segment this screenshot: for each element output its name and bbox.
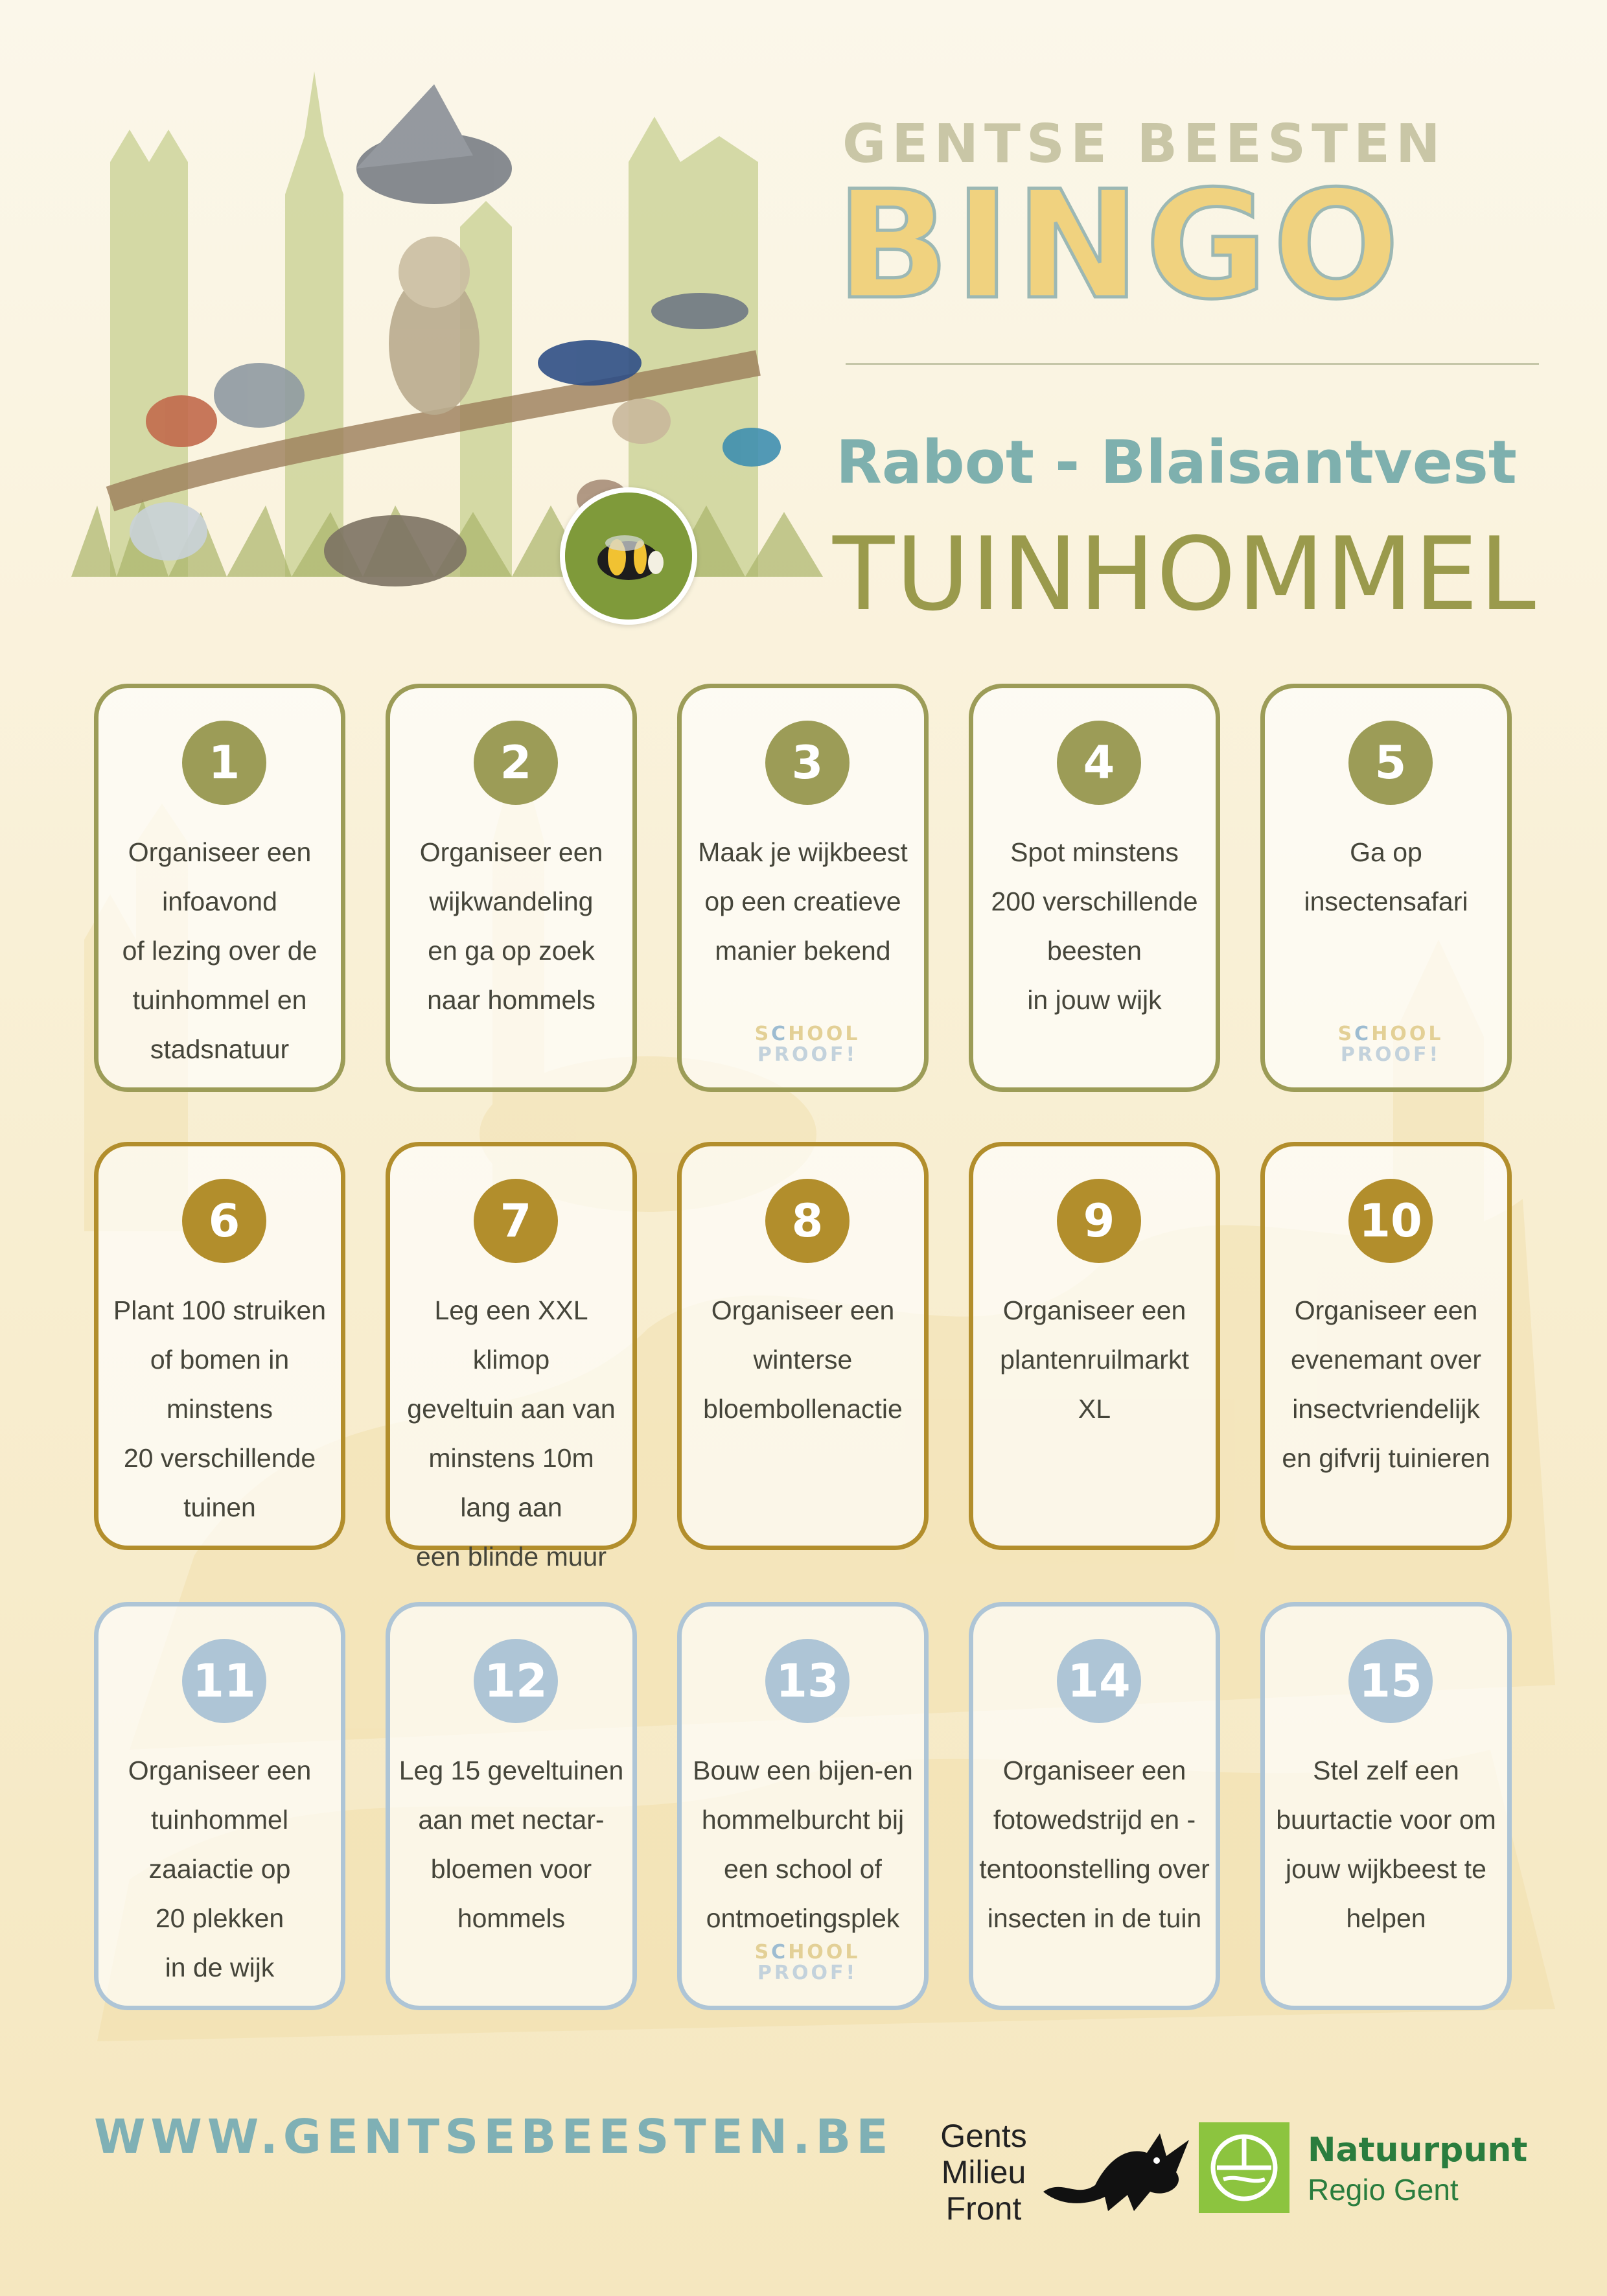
card-number: 12 bbox=[474, 1639, 558, 1723]
bingo-card-4 bbox=[969, 684, 1220, 1092]
card-number: 6 bbox=[182, 1179, 266, 1263]
card-number: 9 bbox=[1057, 1179, 1141, 1263]
school-badge-line1: SCHOOL bbox=[754, 1941, 861, 1964]
school-proof-badge bbox=[752, 1024, 863, 1065]
card-number: 13 bbox=[765, 1639, 850, 1723]
natuurpunt-region: Regio Gent bbox=[1308, 2173, 1459, 2207]
card-number: 2 bbox=[474, 721, 558, 805]
card-task: Leg een XXL klimop geveltuin aan van minstens 10m lang aan een blinde muur bbox=[407, 1295, 616, 1571]
brand-title: GENTSE BEESTEN bbox=[842, 113, 1446, 175]
bingo-title: BINGO bbox=[836, 159, 1405, 332]
school-badge-line2: PROOF! bbox=[757, 1043, 858, 1066]
card-number: 3 bbox=[765, 721, 850, 805]
school-proof-badge bbox=[1335, 1024, 1446, 1065]
natuurpunt-name: Natuurpunt bbox=[1308, 2131, 1528, 2170]
card-task: Maak je wijkbeest op een creatieve manier bekend bbox=[698, 837, 908, 966]
card-task: Organiseer een tuinhommel zaaiactie op 20 plekken in de wijk bbox=[128, 1756, 312, 1982]
bingo-card-14 bbox=[969, 1602, 1220, 2010]
bingo-card-11 bbox=[94, 1602, 345, 2010]
school-proof-badge bbox=[752, 1942, 863, 1984]
natuurpunt-logo-icon bbox=[1199, 2122, 1289, 2213]
bingo-card-13 bbox=[677, 1602, 929, 2010]
card-task: Bouw een bijen-en hommelburcht bij een school of ontmoetingsplek bbox=[693, 1756, 913, 1933]
bingo-card-5 bbox=[1260, 684, 1512, 1092]
species-name: TUINHOMMEL bbox=[833, 515, 1537, 633]
card-number: 1 bbox=[182, 721, 266, 805]
card-task: Organiseer een fotowedstrijd en - tentoonstelling over insecten in de tuin bbox=[979, 1756, 1210, 1933]
neighbourhood-name: Rabot - Blaisantvest bbox=[836, 428, 1517, 497]
card-task: Organiseer een plantenruilmarkt XL bbox=[1000, 1295, 1189, 1424]
bumblebee-photo bbox=[560, 487, 697, 625]
school-badge-line2: PROOF! bbox=[757, 1962, 858, 1984]
bingo-card-10 bbox=[1260, 1142, 1512, 1550]
card-number: 14 bbox=[1057, 1639, 1141, 1723]
card-task: Organiseer een infoavond of lezing over de tuinhommel en stadsnatuur bbox=[122, 837, 318, 1064]
card-task: Leg 15 geveltuinen aan met nectar- bloemen voor hommels bbox=[399, 1756, 624, 1933]
card-task: Ga op insectensafari bbox=[1304, 837, 1468, 916]
card-task: Organiseer een winterse bloembollenactie bbox=[703, 1295, 903, 1424]
school-badge-line2: PROOF! bbox=[1340, 1043, 1441, 1066]
school-badge-line1: SCHOOL bbox=[754, 1023, 861, 1045]
card-task: Organiseer een evenemant over insectvriendelijk en gifvrij tuinieren bbox=[1282, 1295, 1490, 1473]
bingo-card-7 bbox=[386, 1142, 637, 1571]
card-number: 8 bbox=[765, 1179, 850, 1263]
card-number: 5 bbox=[1348, 721, 1433, 805]
title-divider bbox=[846, 363, 1539, 365]
gents-milieu-front-logo-text: Gents Milieu Front bbox=[940, 2118, 1027, 2227]
card-task: Spot minstens 200 verschillende beesten in jouw wijk bbox=[991, 837, 1198, 1015]
website-link[interactable]: WWW.GENTSEBEESTEN.BE bbox=[94, 2109, 894, 2164]
bingo-card-6 bbox=[94, 1142, 345, 1550]
bingo-card-15 bbox=[1260, 1602, 1512, 2010]
bingo-card-9 bbox=[969, 1142, 1220, 1550]
card-task: Organiseer een wijkwandeling en ga op zoek naar hommels bbox=[419, 837, 603, 1015]
bingo-card-12 bbox=[386, 1602, 637, 2010]
card-number: 10 bbox=[1348, 1179, 1433, 1263]
bingo-card-8 bbox=[677, 1142, 929, 1550]
card-number: 4 bbox=[1057, 721, 1141, 805]
card-number: 15 bbox=[1348, 1639, 1433, 1723]
card-task: Plant 100 struiken of bomen in minstens 20 verschillende tuinen bbox=[113, 1295, 327, 1522]
bingo-card-3 bbox=[677, 684, 929, 1092]
bingo-card-2 bbox=[386, 684, 637, 1092]
card-number: 7 bbox=[474, 1179, 558, 1263]
city-and-animals-illustration bbox=[71, 58, 823, 642]
card-number: 11 bbox=[182, 1639, 266, 1723]
bingo-card-1 bbox=[94, 684, 345, 1092]
card-task: Stel zelf een buurtactie voor om jouw wijkbeest te helpen bbox=[1276, 1756, 1496, 1933]
dragon-logo-icon bbox=[1037, 2120, 1192, 2218]
school-badge-line1: SCHOOL bbox=[1337, 1023, 1444, 1045]
